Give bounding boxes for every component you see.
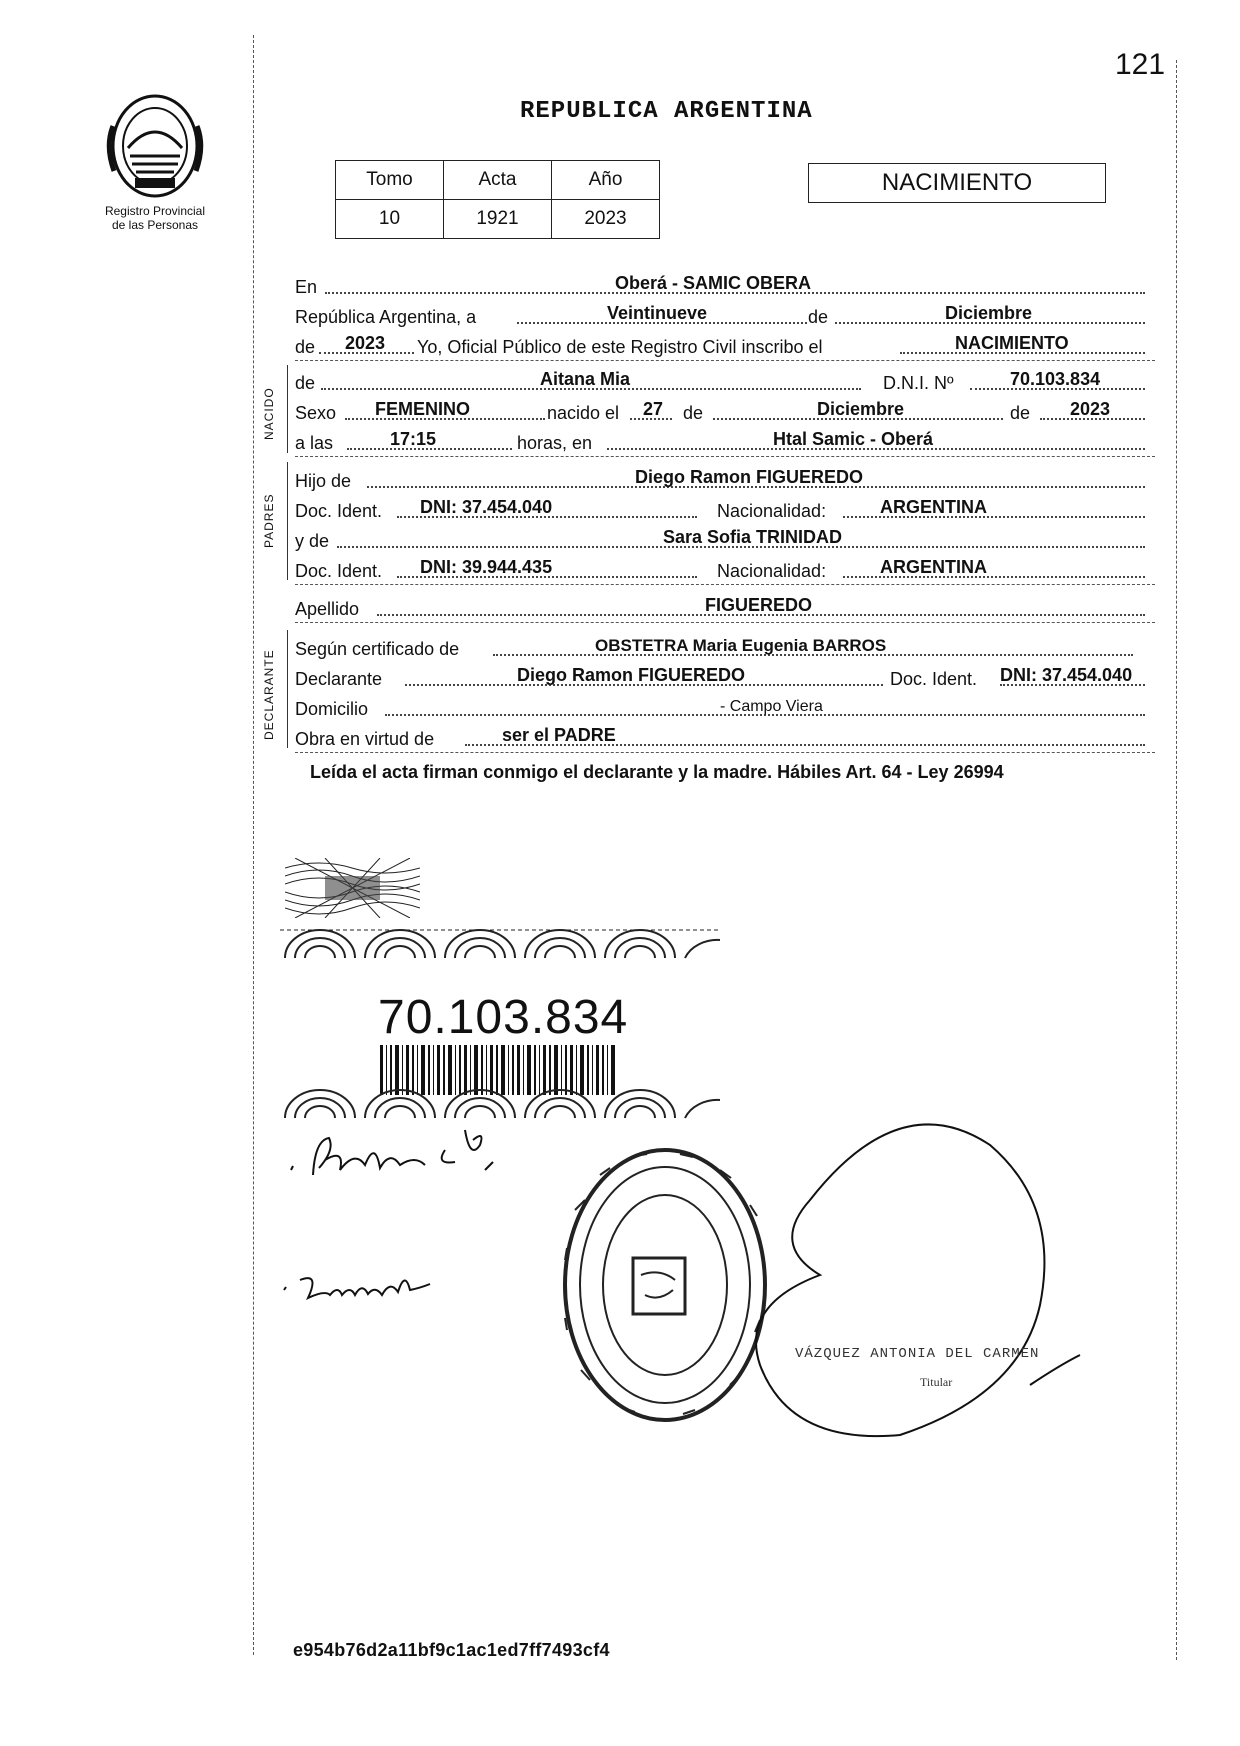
hijo-de-label: Hijo de <box>295 471 352 491</box>
anio-nacimiento-value: 2023 <box>1070 399 1111 419</box>
section-label-declarante: DECLARANTE <box>262 649 276 740</box>
row-apellido <box>295 594 1155 622</box>
row-oficial <box>295 332 1155 360</box>
row-sexo-fecha <box>295 398 1155 426</box>
horas-en-label: horas, en <box>517 433 593 453</box>
de-mes-label: de <box>683 403 704 423</box>
row-padre <box>295 466 1155 494</box>
madre-nac-value: ARGENTINA <box>880 557 987 577</box>
en-label: En <box>295 277 318 297</box>
nacido-label: nacido el <box>547 403 620 423</box>
registro-provincial-label <box>84 204 226 232</box>
apellido-label: Apellido <box>295 599 360 619</box>
barcode-dni-number: 70.103.834 <box>378 991 629 1044</box>
table-header-anio: Año <box>552 161 660 200</box>
madre-doc-label: Doc. Ident. <box>295 561 383 581</box>
nombre-value: Aitana Mia <box>540 369 631 389</box>
madre-doc-value: DNI: 39.944.435 <box>420 557 553 577</box>
mes-texto-value: Diciembre <box>945 303 1033 323</box>
right-margin-line <box>1176 60 1177 1660</box>
scallop-band-top <box>280 928 720 960</box>
oficial-texto: Yo, Oficial Público de este Registro Civil inscribo el <box>417 337 823 357</box>
table-header-tomo: Tomo <box>336 161 444 200</box>
row-obra <box>295 724 1155 752</box>
registro-label-line1: Registro Provincial <box>104 204 206 218</box>
sexo-label: Sexo <box>295 403 337 423</box>
footer-note: Leída el acta firman conmigo el declarante y la madre. Hábiles Art. 64 - Ley 26994 <box>310 762 1004 782</box>
row-fecha-acta <box>295 302 1155 330</box>
table-value-acta: 1921 <box>444 200 552 239</box>
table-header-acta: Acta <box>444 161 552 200</box>
dia-nacimiento-value: 27 <box>643 399 664 419</box>
madre-signature <box>280 1260 440 1310</box>
padre-nac-label: Nacionalidad: <box>717 501 827 521</box>
dni-label: D.N.I. Nº <box>883 373 954 393</box>
certificado-value: OBSTETRA Maria Eugenia BARROS <box>595 636 887 655</box>
declarante-label: Declarante <box>295 669 383 689</box>
table-value-anio: 2023 <box>552 200 660 239</box>
oficial-role-stamp: Titular <box>920 1375 953 1389</box>
domicilio-label: Domicilio <box>295 699 369 719</box>
de-anio-label: de <box>1010 403 1031 423</box>
declarante-signature <box>285 1110 535 1190</box>
acta-tipo-box: NACIMIENTO <box>808 163 1106 203</box>
row-nombre <box>295 368 1155 396</box>
oficial-signature <box>700 1105 1100 1445</box>
madre-nac-label: Nacionalidad: <box>717 561 827 581</box>
padre-doc-value: DNI: 37.454.040 <box>420 497 553 517</box>
guilloche-pattern <box>285 858 420 918</box>
padre-nac-value: ARGENTINA <box>880 497 987 517</box>
declarante-value: Diego Ramon FIGUEREDO <box>517 665 746 685</box>
dni-value: 70.103.834 <box>1010 369 1101 389</box>
row-domicilio <box>295 694 1155 722</box>
left-margin-line <box>253 35 254 1655</box>
declarante-doc-value: DNI: 37.454.040 <box>1000 665 1133 685</box>
de2-label: de <box>295 337 316 357</box>
republica-label: República Argentina, a <box>295 307 477 327</box>
section-label-padres: PADRES <box>262 493 276 548</box>
y-de-label: y de <box>295 531 330 551</box>
row-lugar <box>295 272 1155 300</box>
anio-acta-value: 2023 <box>345 333 386 353</box>
row-madre-doc <box>295 556 1155 584</box>
madre-nombre-value: Sara Sofia TRINIDAD <box>663 527 843 547</box>
declarante-doc-label: Doc. Ident. <box>890 669 978 689</box>
page-title: REPUBLICA ARGENTINA <box>520 98 813 125</box>
provincia-misiones-seal-icon <box>100 86 210 206</box>
padre-nombre-value: Diego Ramon FIGUEREDO <box>635 467 864 487</box>
lugar-value: Oberá - SAMIC OBERA <box>615 273 812 293</box>
registro-label-line2: de las Personas <box>111 218 199 232</box>
mes-nacimiento-value: Diciembre <box>817 399 905 419</box>
row-certificado <box>295 634 1155 662</box>
domicilio-value: - Campo Viera <box>720 698 823 715</box>
de-label: de <box>808 307 829 327</box>
table-value-tomo: 10 <box>336 200 444 239</box>
tipo-inscripcion-value: NACIMIENTO <box>955 333 1069 353</box>
certificado-label: Según certificado de <box>295 639 460 659</box>
sexo-value: FEMENINO <box>375 399 471 419</box>
row-declarante <box>295 664 1155 692</box>
page-number: 121 <box>1115 48 1166 81</box>
hora-value: 17:15 <box>390 429 437 449</box>
registro-table <box>335 160 660 239</box>
row-madre <box>295 526 1155 554</box>
obra-label: Obra en virtud de <box>295 729 435 749</box>
padre-doc-label: Doc. Ident. <box>295 501 383 521</box>
oficial-name-stamp: VÁZQUEZ ANTONIA DEL CARMEN <box>795 1346 1040 1362</box>
apellido-value: FIGUEREDO <box>705 595 813 615</box>
row-hora-lugar <box>295 428 1155 456</box>
row-padre-doc <box>295 496 1155 524</box>
obra-value: ser el PADRE <box>502 725 616 745</box>
lugar-nacimiento-value: Htal Samic - Oberá <box>773 429 934 449</box>
de-nombre-label: de <box>295 373 316 393</box>
dia-texto-value: Veintinueve <box>607 303 708 323</box>
section-label-nacido: NACIDO <box>262 387 276 440</box>
a-las-label: a las <box>295 433 334 453</box>
document-hash: e954b76d2a11bf9c1ac1ed7ff7493cf4 <box>293 1640 610 1660</box>
